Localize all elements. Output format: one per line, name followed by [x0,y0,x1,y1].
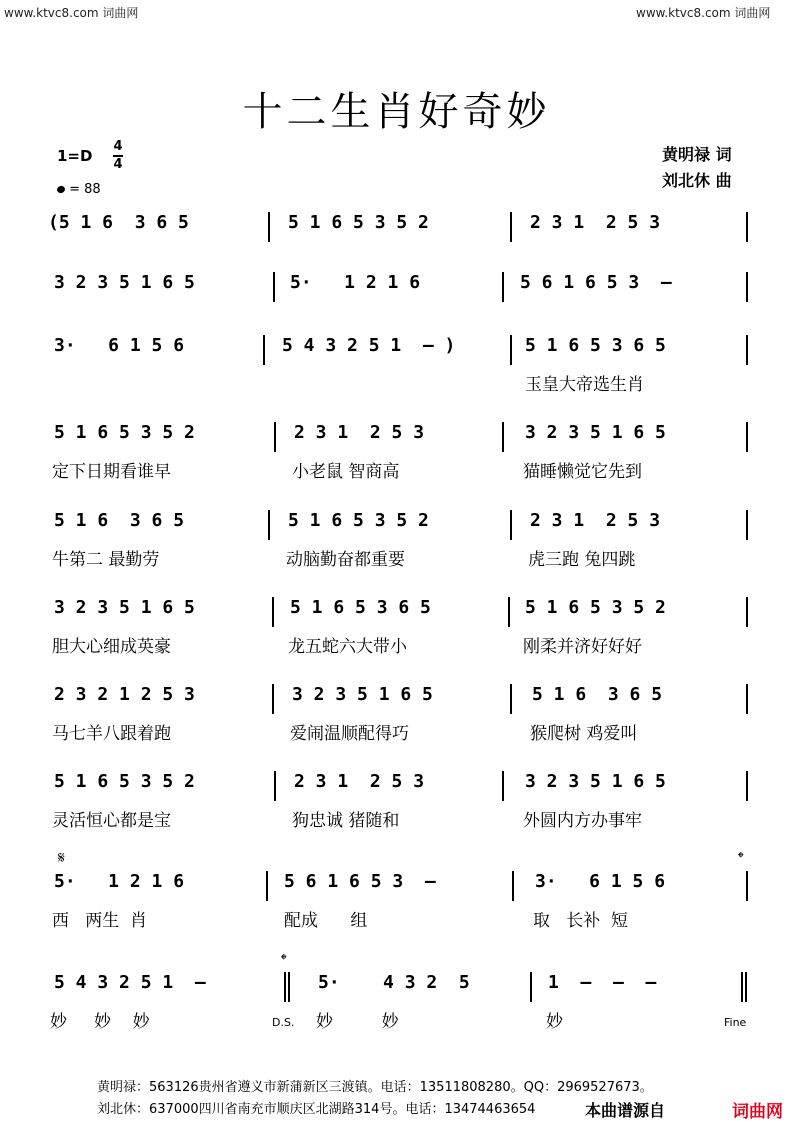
score-line-5 [0,510,793,540]
measure: 1 – – – [548,972,657,993]
measure: 3 2 3 5 1 6 5 [54,272,195,293]
score-line-10 [0,972,793,1002]
barline [746,771,748,801]
lyric-line: 妙 [546,1012,563,1032]
measure: 5 4 3 2 5 1 – ) [282,335,456,356]
barline [272,684,274,714]
barline [274,771,276,801]
measure: 2 3 2 1 2 5 3 [54,684,195,705]
barline [268,510,270,540]
barline [272,597,274,627]
barline [746,422,748,452]
quarter-note-icon [56,185,66,194]
meter-bottom: 4 [113,157,123,172]
lyric-line: 胆大心细成英豪 [52,637,171,657]
tempo-marking [57,182,101,197]
measure: 2 3 1 2 5 3 [530,510,661,531]
song-title: 十二生肖好奇妙 [242,89,551,135]
coda-sign-icon: 𝄌 [281,950,287,969]
lyric-line: 配成 组 [284,911,368,931]
brand-logo: 词曲网 [732,1102,783,1122]
barline [746,871,748,901]
barline [502,422,504,452]
measure: 2 3 1 2 5 3 [294,422,425,443]
lyric-line: 马七羊八跟着跑 [52,724,171,744]
barline [510,510,512,540]
measure: 5 1 6 5 3 5 2 [288,212,429,233]
double-barline [284,972,290,1002]
measure: 5 1 6 5 3 6 5 [290,597,431,618]
composer-credit: 刘北休 曲 [662,171,732,190]
measure: 5 1 6 5 3 5 2 [525,597,666,618]
barline [746,510,748,540]
lyricist-credit: 黄明禄 词 [662,145,732,164]
barline [502,272,504,302]
footer-contact-composer: 刘北休：637000四川省南充市顺庆区北湖路314号。电话：13474463654 [97,1102,536,1117]
time-signature [113,140,123,172]
barline [746,597,748,627]
lyric-line: 外圆内方办事牢 [523,811,642,831]
segno-sign-icon: 𝄋 [58,848,65,867]
measure: 3· 6 1 5 6 [535,871,666,892]
measure: 3 2 3 5 1 6 5 [525,422,666,443]
lyric-line: 定下日期看谁早 [52,462,171,482]
barline [263,335,265,365]
measure: 5· 1 2 1 6 [290,272,421,293]
measure: 3 2 3 5 1 6 5 [525,771,666,792]
barline [510,684,512,714]
lyric-line: 妙 妙 [316,1012,399,1032]
footer-contact-lyricist: 黄明禄：563126贵州省遵义市新蒲新区三渡镇。电话：13511808280。QQ：2969527673。 [97,1080,653,1095]
barline [268,212,270,242]
lyric-line: 龙五蛇六大带小 [288,637,407,657]
score-line-7 [0,684,793,714]
barline [746,335,748,365]
measure: 5 1 6 5 3 6 5 [525,335,666,356]
measure: (5 1 6 3 6 5 [48,212,189,233]
barline [510,335,512,365]
measure: 3 2 3 5 1 6 5 [54,597,195,618]
measure: 3· 6 1 5 6 [54,335,185,356]
key-signature: 1=D [57,147,93,165]
lyric-line: 狗忠诚 猪随和 [292,811,400,831]
barline [746,272,748,302]
meter-top: 4 [113,139,123,154]
lyric-line: 牛第二 最勤劳 [52,550,160,570]
lyric-line: 猫睡懒觉它先到 [523,462,642,482]
lyric-line: 虎三跑 兔四跳 [528,550,636,570]
measure: 5 1 6 5 3 5 2 [54,422,195,443]
measure: 5 6 1 6 5 3 – [520,272,672,293]
barline [274,422,276,452]
barline [530,972,532,1002]
final-barline [741,972,747,1002]
lyric-line: 玉皇大帝选生肖 [525,375,644,395]
measure: 2 3 1 2 5 3 [530,212,661,233]
measure: 5 1 6 3 6 5 [532,684,663,705]
fine-marking: Fine [724,1016,747,1029]
barline [512,871,514,901]
barline [273,272,275,302]
lyric-line: 妙 妙 妙 [50,1012,150,1032]
lyric-line: 猴爬树 鸡爱叫 [530,724,638,744]
lyric-line: 灵活恒心都是宝 [52,811,171,831]
lyric-line: 小老鼠 智商高 [292,462,400,482]
score-line-8 [0,771,793,801]
lyric-line: 刚柔并济好好好 [523,637,642,657]
barline [510,212,512,242]
barline [746,212,748,242]
score-line-1 [0,212,793,242]
watermark-left: www.ktvc8.com 词曲网 [4,6,139,20]
measure: 5· 1 2 1 6 [54,871,185,892]
score-line-9 [0,871,793,901]
measure: 5 4 3 2 5 1 – [54,972,206,993]
tempo-value: = 88 [69,182,101,197]
barline [266,871,268,901]
measure: 5 6 1 6 5 3 – [284,871,436,892]
score-line-6 [0,597,793,627]
measure: 3 2 3 5 1 6 5 [292,684,433,705]
lyric-line: 动脑勤奋都重要 [286,550,405,570]
barline [508,597,510,627]
score-line-3 [0,335,793,365]
ds-marking: D.S. [272,1016,295,1029]
lyric-line: 西 两生 肖 [52,911,148,931]
score-line-2 [0,272,793,302]
measure: 5 1 6 5 3 5 2 [288,510,429,531]
measure: 2 3 1 2 5 3 [294,771,425,792]
lyric-line: 取 长补 短 [533,911,629,931]
barline [502,771,504,801]
source-label: 本曲谱源自 [585,1101,666,1120]
coda-sign-icon: 𝄌 [738,848,744,867]
barline [746,684,748,714]
watermark-right: www.ktvc8.com 词曲网 [636,6,771,20]
lyric-line: 爱闹温顺配得巧 [290,724,409,744]
measure: 5 1 6 3 6 5 [54,510,185,531]
measure: 5 1 6 5 3 5 2 [54,771,195,792]
score-line-4 [0,422,793,452]
measure: 5· 4 3 2 5 [318,972,470,993]
